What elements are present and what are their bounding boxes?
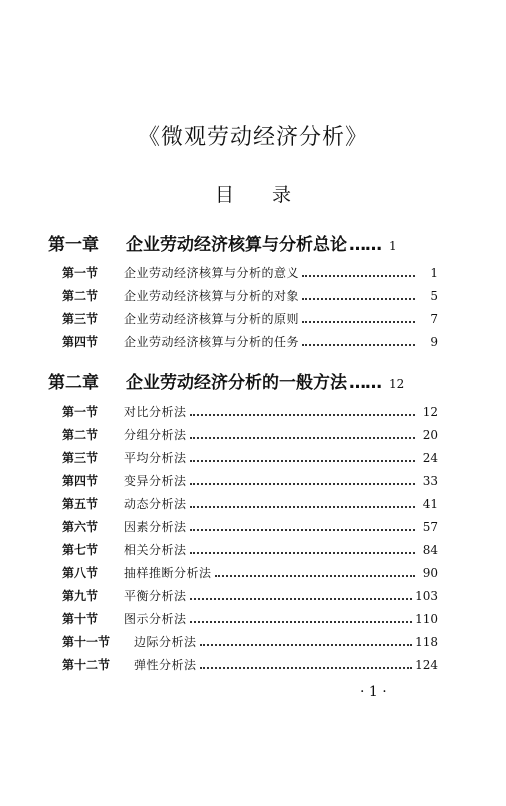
section-number: 第九节 bbox=[62, 589, 99, 603]
leader-dots bbox=[190, 414, 415, 416]
toc-heading bbox=[0, 180, 506, 207]
toc-heading-char-1: 目 bbox=[214, 184, 234, 206]
section-number: 第二节 bbox=[62, 289, 99, 303]
section-number: 第八节 bbox=[62, 566, 99, 580]
section-page-number: 41 bbox=[422, 497, 438, 511]
toc-section[interactable] bbox=[62, 518, 438, 538]
section-page-number: 103 bbox=[415, 589, 438, 603]
leader-dots bbox=[200, 667, 413, 669]
section-page-number: 90 bbox=[422, 566, 438, 580]
section-number: 第一节 bbox=[62, 405, 99, 419]
section-title: 企业劳动经济核算与分析的原则 bbox=[124, 312, 300, 326]
section-title: 弹性分析法 bbox=[134, 658, 197, 672]
chapter-number: 第一章 bbox=[48, 235, 99, 255]
section-title: 平均分析法 bbox=[124, 451, 187, 465]
leader-dots bbox=[190, 529, 415, 531]
toc-section[interactable] bbox=[62, 310, 438, 330]
leader-dots bbox=[190, 552, 415, 554]
section-number: 第三节 bbox=[62, 312, 99, 326]
section-page-number: 12 bbox=[422, 405, 438, 419]
toc-section[interactable] bbox=[62, 333, 438, 353]
chapter-title: 企业劳动经济分析的一般方法 bbox=[126, 373, 347, 393]
section-page-number: 9 bbox=[430, 335, 438, 349]
chapter-page-number: 12 bbox=[389, 377, 405, 391]
leader-dots bbox=[190, 506, 415, 508]
chapter-leader-dots: …… bbox=[349, 373, 381, 393]
leader-dots bbox=[200, 644, 413, 646]
section-number: 第一节 bbox=[62, 266, 99, 280]
toc-section[interactable] bbox=[62, 564, 438, 584]
toc-section[interactable] bbox=[62, 403, 438, 423]
toc-section[interactable] bbox=[62, 633, 438, 653]
toc-section[interactable] bbox=[62, 472, 438, 492]
toc-section[interactable] bbox=[62, 449, 438, 469]
section-title: 平衡分析法 bbox=[124, 589, 187, 603]
section-title: 企业劳动经济核算与分析的意义 bbox=[124, 266, 300, 280]
section-page-number: 118 bbox=[415, 635, 438, 649]
leader-dots bbox=[302, 344, 415, 346]
book-title: 《微观劳动经济分析》 bbox=[137, 125, 368, 150]
section-number: 第十节 bbox=[62, 612, 99, 626]
section-page-number: 5 bbox=[430, 289, 438, 303]
section-page-number: 24 bbox=[422, 451, 438, 465]
section-number: 第十一节 bbox=[62, 635, 111, 649]
section-number: 第六节 bbox=[62, 520, 99, 534]
section-title: 分组分析法 bbox=[124, 428, 187, 442]
section-page-number: 33 bbox=[422, 474, 438, 488]
section-title: 对比分析法 bbox=[124, 405, 187, 419]
toc-section[interactable] bbox=[62, 587, 438, 607]
section-title: 边际分析法 bbox=[134, 635, 197, 649]
toc-section[interactable] bbox=[62, 610, 438, 630]
chapter-leader-dots: …… bbox=[349, 235, 381, 255]
leader-dots bbox=[302, 321, 415, 323]
leader-dots bbox=[190, 621, 413, 623]
chapter-title: 企业劳动经济核算与分析总论 bbox=[126, 235, 347, 255]
toc-chapter-1[interactable] bbox=[48, 230, 440, 255]
leader-dots bbox=[302, 298, 415, 300]
toc-chapter-2[interactable] bbox=[48, 368, 440, 393]
leader-dots bbox=[190, 483, 415, 485]
section-page-number: 20 bbox=[422, 428, 438, 442]
leader-dots bbox=[190, 460, 415, 462]
section-title: 图示分析法 bbox=[124, 612, 187, 626]
section-page-number: 57 bbox=[422, 520, 438, 534]
toc-section[interactable] bbox=[62, 287, 438, 307]
toc-section[interactable] bbox=[62, 495, 438, 515]
leader-dots bbox=[302, 275, 415, 277]
footer-page-number: · 1 · bbox=[360, 684, 387, 700]
section-number: 第七节 bbox=[62, 543, 99, 557]
section-number: 第五节 bbox=[62, 497, 99, 511]
toc-section[interactable] bbox=[62, 426, 438, 446]
leader-dots bbox=[190, 437, 415, 439]
section-page-number: 84 bbox=[422, 543, 438, 557]
section-number: 第三节 bbox=[62, 451, 99, 465]
section-page-number: 110 bbox=[415, 612, 438, 626]
section-number: 第四节 bbox=[62, 474, 99, 488]
section-title: 变异分析法 bbox=[124, 474, 187, 488]
leader-dots bbox=[190, 598, 413, 600]
section-title: 企业劳动经济核算与分析的任务 bbox=[124, 335, 300, 349]
chapter-number: 第二章 bbox=[48, 373, 99, 393]
section-title: 相关分析法 bbox=[124, 543, 187, 557]
section-number: 第二节 bbox=[62, 428, 99, 442]
section-title: 抽样推断分析法 bbox=[124, 566, 212, 580]
section-page-number: 1 bbox=[430, 266, 438, 280]
leader-dots bbox=[215, 575, 415, 577]
section-page-number: 7 bbox=[430, 312, 438, 326]
section-number: 第十二节 bbox=[62, 658, 111, 672]
toc-section[interactable] bbox=[62, 541, 438, 561]
toc-heading-char-2: 录 bbox=[272, 184, 292, 206]
section-page-number: 124 bbox=[415, 658, 438, 672]
chapter-page-number: 1 bbox=[389, 239, 397, 253]
toc-section[interactable] bbox=[62, 656, 438, 676]
section-title: 因素分析法 bbox=[124, 520, 187, 534]
toc-section[interactable] bbox=[62, 264, 438, 284]
section-title: 企业劳动经济核算与分析的对象 bbox=[124, 289, 300, 303]
section-title: 动态分析法 bbox=[124, 497, 187, 511]
section-number: 第四节 bbox=[62, 335, 99, 349]
